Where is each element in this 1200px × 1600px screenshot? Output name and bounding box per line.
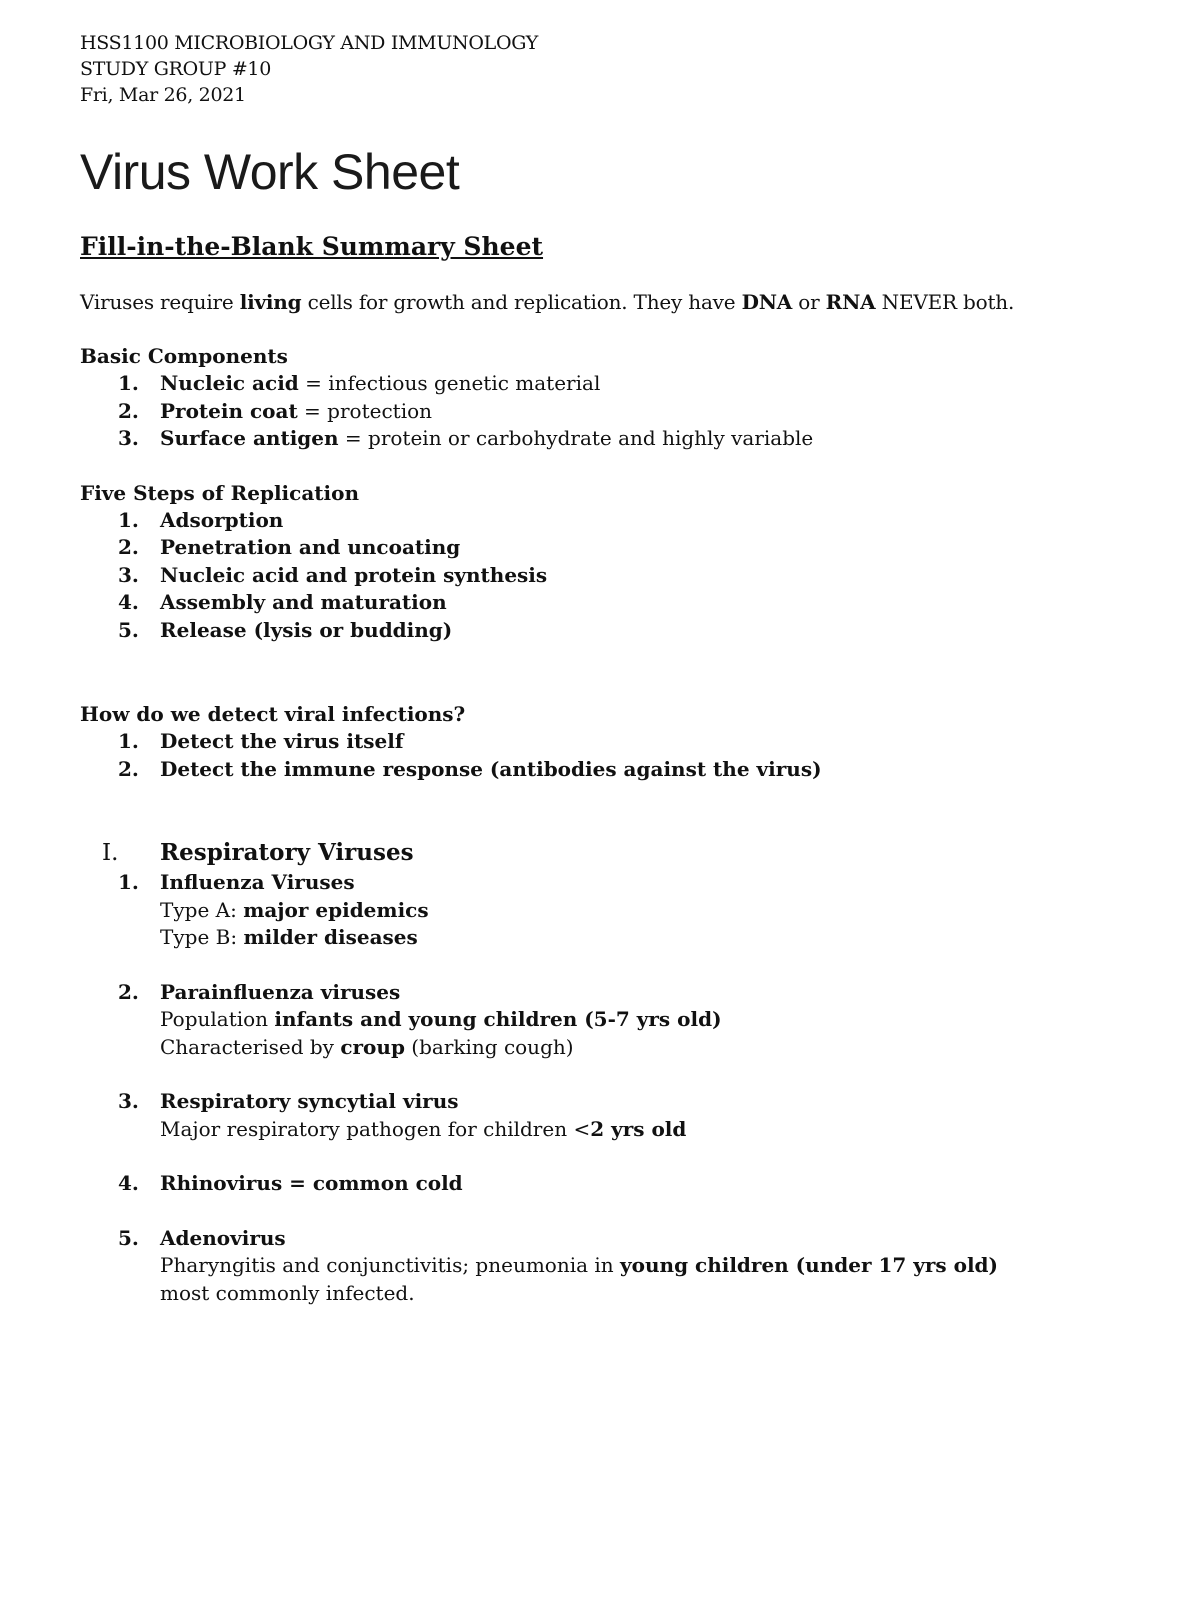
item-number: 3.: [118, 562, 139, 587]
study-group: STUDY GROUP #10: [80, 58, 272, 80]
description-value: young children (under 17 yrs old): [620, 1253, 998, 1277]
item-term: Nucleic acid: [160, 371, 299, 395]
intro-term-rna: RNA: [825, 290, 876, 314]
description-text: Pharyngitis and conjunctivitis; pneumonia in: [160, 1253, 621, 1277]
list-item-influenza: [80, 869, 1140, 952]
list-item: [80, 617, 1140, 645]
parainfluenza-characteristic: [160, 1034, 1140, 1062]
virus-name: Parainfluenza viruses: [160, 979, 401, 1004]
document-date: Fri, Mar 26, 2021: [80, 84, 246, 106]
basic-components-list: [80, 370, 1140, 453]
type-value: major epidemics: [243, 897, 429, 922]
description-value: 2 yrs old: [590, 1116, 687, 1141]
influenza-type-a: [160, 897, 1140, 925]
item-number: 1.: [118, 507, 139, 532]
list-item: [80, 534, 1140, 562]
list-item: [80, 507, 1140, 535]
replication-heading: Five Steps of Replication: [80, 480, 360, 505]
type-value: milder diseases: [243, 925, 418, 949]
document-page: [80, 30, 1140, 1334]
virus-name: Influenza Viruses: [160, 870, 355, 894]
item-description: = infectious genetic material: [298, 371, 601, 395]
item-text: Release (lysis or budding): [160, 617, 453, 642]
item-number: 4.: [118, 1171, 139, 1195]
rsv-description: [160, 1116, 1140, 1144]
item-text: Assembly and maturation: [160, 590, 447, 614]
list-item: [80, 425, 1140, 453]
item-description: = protein or carbohydrate and highly variable: [338, 426, 814, 450]
item-description: = protection: [297, 398, 433, 423]
heading-text: Respiratory Viruses: [160, 839, 414, 866]
intro-text-3: or: [792, 290, 826, 314]
page-title: Virus Work Sheet: [80, 144, 460, 200]
list-item: [80, 562, 1140, 590]
item-text: Detect the immune response (antibodies against the virus): [160, 756, 822, 781]
item-number: 1.: [118, 729, 139, 753]
roman-numeral: I.: [102, 840, 119, 866]
list-item: [80, 728, 1140, 756]
influenza-type-b: [160, 924, 1140, 952]
parainfluenza-population: [160, 1006, 1140, 1034]
virus-name: Adenovirus: [160, 1225, 286, 1250]
item-text: Adsorption: [160, 507, 284, 532]
item-number: 4.: [118, 590, 139, 614]
item-number: 3.: [118, 426, 139, 450]
item-number: 5.: [118, 617, 139, 642]
intro-text-4: NEVER both.: [875, 290, 1015, 314]
item-number: 5.: [118, 1225, 139, 1250]
item-number: 2.: [118, 535, 139, 559]
intro-term-dna: DNA: [741, 290, 793, 314]
list-item-rsv: [80, 1088, 1140, 1143]
population-value: infants and young children (5-7 yrs old): [274, 1007, 722, 1031]
virus-name: Rhinovirus = common cold: [160, 1171, 463, 1195]
detection-list: [80, 728, 1140, 783]
intro-paragraph: [80, 288, 1140, 316]
course-name: HSS1100 MICROBIOLOGY AND IMMUNOLOGY: [80, 32, 539, 54]
population-label: Population: [160, 1007, 275, 1031]
basic-components-heading: Basic Components: [80, 344, 288, 368]
intro-text-1: Viruses require: [80, 290, 240, 314]
adenovirus-description: [160, 1252, 1140, 1280]
item-number: 2.: [118, 398, 139, 423]
characteristic-detail: (barking cough): [404, 1034, 574, 1059]
intro-text-2: cells for growth and replication. They have: [301, 290, 742, 314]
list-item: [80, 589, 1140, 617]
intro-term-living: living: [239, 290, 302, 314]
list-item: [80, 756, 1140, 784]
list-item-rhinovirus: [80, 1170, 1140, 1198]
detection-heading: How do we detect viral infections?: [80, 702, 466, 726]
description-text: Major respiratory pathogen for children <: [160, 1116, 591, 1141]
respiratory-viruses-list: [80, 869, 1140, 1307]
item-number: 1.: [118, 870, 139, 894]
item-number: 2.: [118, 979, 139, 1004]
section-subtitle: Fill-in-the-Blank Summary Sheet: [80, 232, 544, 261]
replication-steps-list: [80, 507, 1140, 645]
item-number: 1.: [118, 371, 139, 395]
item-term: Protein coat: [160, 398, 298, 423]
type-label: Type A:: [160, 897, 244, 922]
item-number: 3.: [118, 1089, 139, 1113]
list-item-parainfluenza: [80, 979, 1140, 1062]
respiratory-viruses-heading: [80, 837, 1140, 869]
item-text: Nucleic acid and protein synthesis: [160, 562, 548, 587]
description-continuation: most commonly infected.: [160, 1280, 415, 1305]
type-label: Type B:: [160, 925, 244, 949]
item-text: Detect the virus itself: [160, 729, 404, 753]
list-item: [80, 370, 1140, 398]
item-text: Penetration and uncoating: [160, 535, 461, 559]
characteristic-label: Characterised by: [160, 1034, 341, 1059]
virus-name: Respiratory syncytial virus: [160, 1089, 459, 1113]
characteristic-value: croup: [340, 1034, 405, 1059]
item-term: Surface antigen: [160, 426, 339, 450]
item-number: 2.: [118, 756, 139, 781]
list-item-adenovirus: [80, 1225, 1140, 1308]
list-item: [80, 398, 1140, 426]
